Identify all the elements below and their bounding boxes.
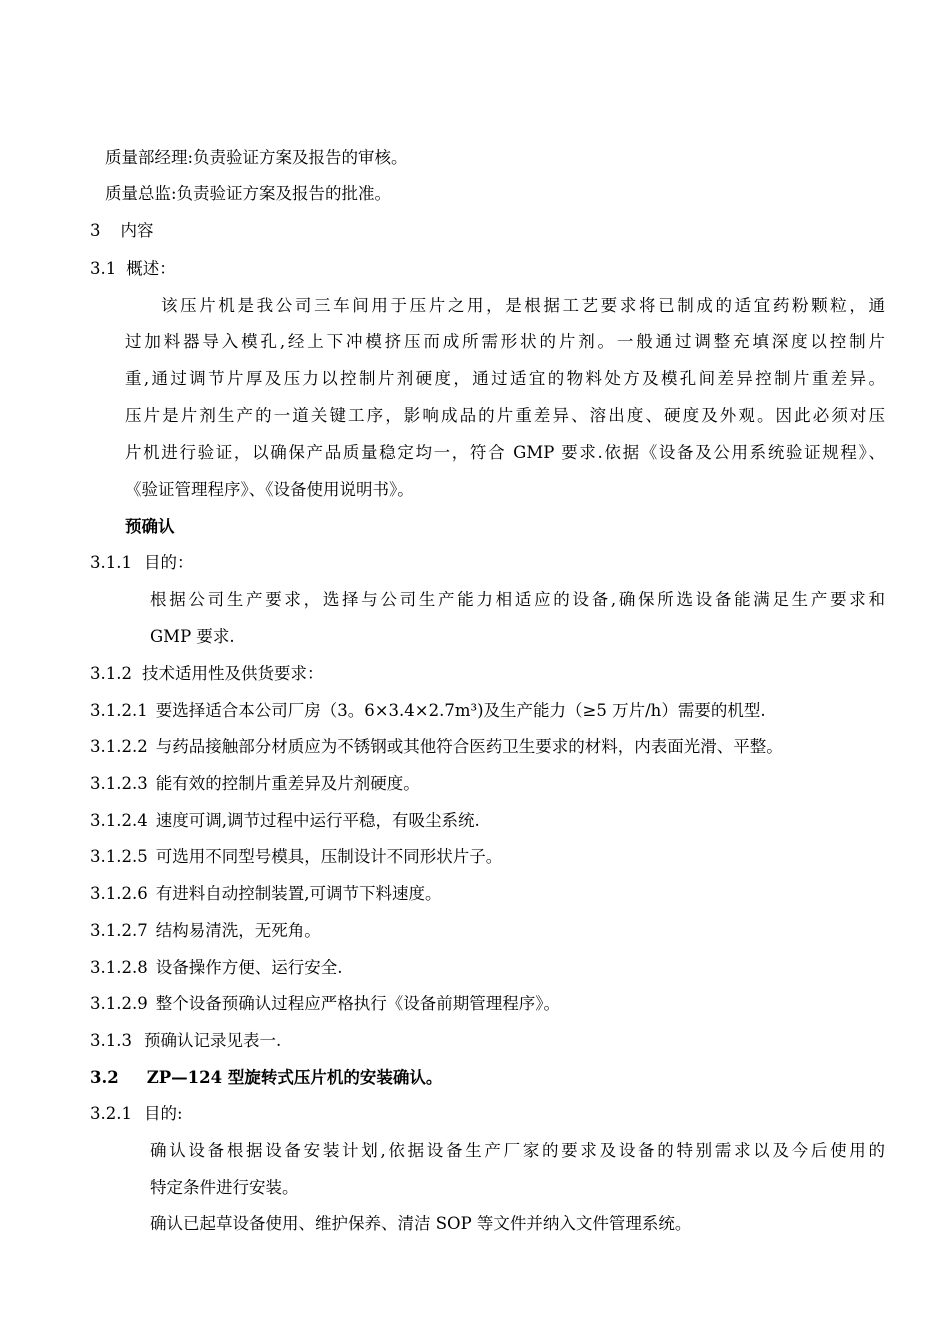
section-3-heading xyxy=(90,220,154,242)
item-number: 3.1.2.7 xyxy=(90,921,148,940)
overview-line-1: 该压片机是我公司三车间用于压片之用，是根据工艺要求将已制成的适宜药粉颗粒，通 xyxy=(161,296,885,315)
install-purpose-line-3: 确认已起草设备使用、维护保养、清洁 SOP 等文件并纳入文件管理系统。 xyxy=(150,1214,692,1233)
list-item xyxy=(90,810,480,832)
section-title: 目的: xyxy=(143,1104,183,1123)
item-text: 有进料自动控制装置,可调节下料速度。 xyxy=(155,884,442,903)
item-text: 可选用不同型号模具，压制设计不同形状片子。 xyxy=(155,847,503,866)
purpose-line-1: 根据公司生产要求，选择与公司生产能力相适应的设备,确保所选设备能满足生产要求和 xyxy=(150,590,885,609)
section-text: 预确认记录见表一. xyxy=(143,1031,282,1050)
section-number: 3.1.1 xyxy=(90,553,132,572)
section-title: 概述： xyxy=(126,259,176,278)
section-number: 3 xyxy=(90,221,101,240)
section-3-2-heading xyxy=(90,1067,442,1089)
list-item xyxy=(90,957,342,979)
item-number: 3.1.2.5 xyxy=(90,847,148,866)
section-number: 3.2 xyxy=(90,1068,119,1087)
list-item xyxy=(90,883,441,905)
section-number: 3.1.3 xyxy=(90,1031,132,1050)
section-3-1-2-heading xyxy=(90,663,323,685)
role-qa-manager: 质量部经理:负责验证方案及报告的审核。 xyxy=(105,148,408,167)
item-text: 设备操作方便、运行安全. xyxy=(155,958,343,977)
item-text: 整个设备预确认过程应严格执行《设备前期管理程序》。 xyxy=(155,994,560,1013)
list-item xyxy=(90,993,560,1015)
section-number: 3.1.2 xyxy=(90,664,132,683)
overview-line-5: 片机进行验证，以确保产品质量稳定均一，符合 GMP 要求.依据《设备及公用系统验证规程》、 xyxy=(125,443,885,462)
item-number: 3.1.2.6 xyxy=(90,884,148,903)
role-qa-director: 质量总监:负责验证方案及报告的批准。 xyxy=(105,184,392,203)
pre-confirm-heading: 预确认 xyxy=(125,517,175,536)
section-3-1-1-heading xyxy=(90,552,193,574)
item-text: 能有效的控制片重差异及片剂硬度。 xyxy=(155,774,420,793)
overview-line-2: 过加料器导入模孔,经上下冲模挤压而成所需形状的片剂。一般通过调整充填深度以控制片 xyxy=(125,332,885,351)
list-item xyxy=(90,920,321,942)
list-item xyxy=(90,773,420,795)
purpose-line-2: GMP 要求. xyxy=(150,627,235,646)
section-title: 技术适用性及供货要求： xyxy=(141,664,324,683)
section-number: 3.2.1 xyxy=(90,1104,132,1123)
item-number: 3.1.2.1 xyxy=(90,701,148,720)
overview-line-4: 压片是片剂生产的一道关键工序，影响成品的片重差异、溶出度、硬度及外观。因此必须对压 xyxy=(125,406,885,425)
item-number: 3.1.2.9 xyxy=(90,994,148,1013)
section-number: 3.1 xyxy=(90,259,117,278)
install-purpose-line-1: 确认设备根据设备安装计划,依据设备生产厂家的要求及设备的特别需求以及今后使用的 xyxy=(150,1141,885,1160)
section-3-2-1-heading xyxy=(90,1103,183,1125)
item-text: 与药品接触部分材质应为不锈钢或其他符合医药卫生要求的材料，内表面光滑、平整。 xyxy=(155,737,783,756)
overview-line-3: 重,通过调节片厚及压力以控制片剂硬度，通过适宜的物料处方及模孔间差异控制片重差异。 xyxy=(125,369,885,388)
list-item xyxy=(90,700,766,722)
list-item xyxy=(90,736,783,758)
item-text: 要选择适合本公司厂房（3。6×3.4×2.7m³)及生产能力（≥5 万片/h）需要的机型. xyxy=(155,701,766,720)
item-number: 3.1.2.4 xyxy=(90,811,148,830)
section-title: 内容 xyxy=(120,221,154,240)
section-title: 目的： xyxy=(143,553,194,572)
install-purpose-line-2: 特定条件进行安装。 xyxy=(150,1178,299,1197)
item-number: 3.1.2.2 xyxy=(90,737,148,756)
section-3-1-3 xyxy=(90,1030,281,1052)
overview-line-6: 《验证管理程序》、《设备使用说明书》。 xyxy=(125,480,414,499)
section-title: ZP—124 型旋转式压片机的安装确认。 xyxy=(146,1068,443,1087)
item-text: 结构易清洗，无死角。 xyxy=(155,921,321,940)
list-item xyxy=(90,846,502,868)
item-number: 3.1.2.8 xyxy=(90,958,148,977)
section-3-1-heading xyxy=(90,258,176,280)
item-text: 速度可调,调节过程中运行平稳，有吸尘系统. xyxy=(155,811,480,830)
item-number: 3.1.2.3 xyxy=(90,774,148,793)
